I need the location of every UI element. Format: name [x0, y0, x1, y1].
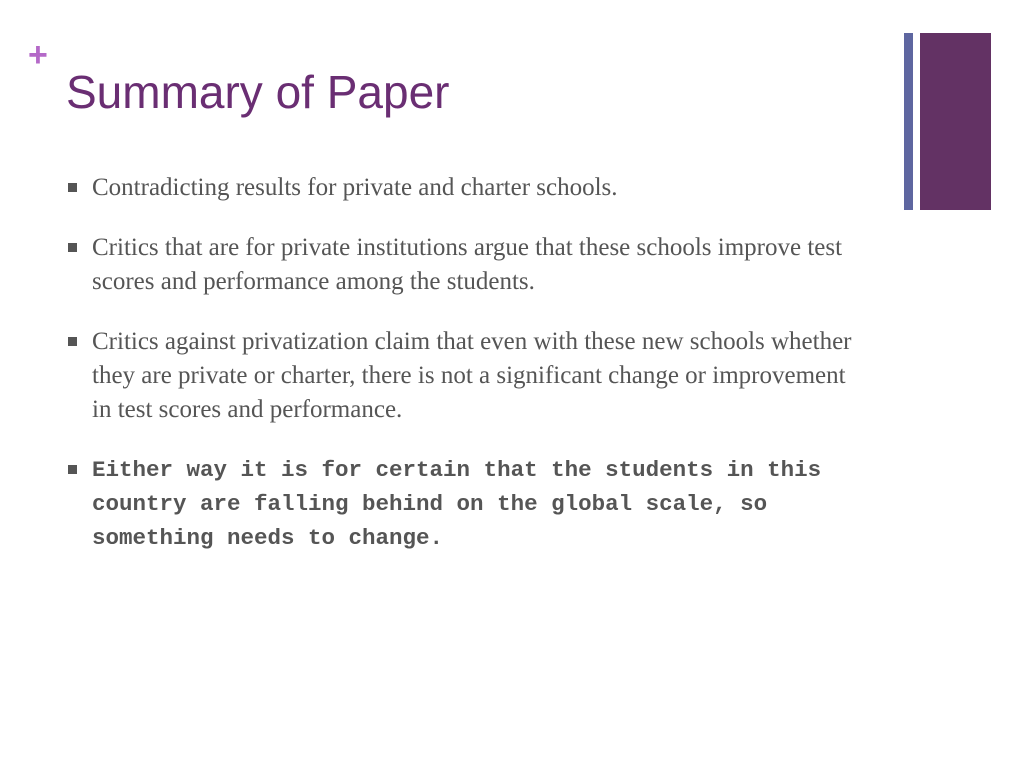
square-bullet-icon [68, 183, 77, 192]
bullet-item [66, 171, 866, 205]
plus-icon: + [28, 36, 48, 74]
bullet-text: Critics against privatization claim that even with these new schools whether they are private or charter, there is not a significant change or improvement in test scores and performance. [92, 328, 852, 423]
bullet-text: Either way it is for certain that the students in this country are falling behind on the global scale, so something needs to change. [92, 457, 822, 551]
bullet-item [66, 325, 866, 427]
bullet-item-emphasis [66, 453, 866, 555]
accent-bar-thin [904, 33, 913, 210]
bullet-item [66, 231, 866, 299]
bullet-list [66, 171, 866, 581]
square-bullet-icon [68, 337, 77, 346]
accent-bar-thick [920, 33, 991, 210]
bullet-text: Contradicting results for private and charter schools. [92, 174, 618, 201]
slide-title: Summary of Paper [66, 66, 450, 118]
square-bullet-icon [68, 465, 77, 474]
square-bullet-icon [68, 243, 77, 252]
bullet-text: Critics that are for private institutions argue that these schools improve test scores and performance among the students. [92, 234, 843, 295]
